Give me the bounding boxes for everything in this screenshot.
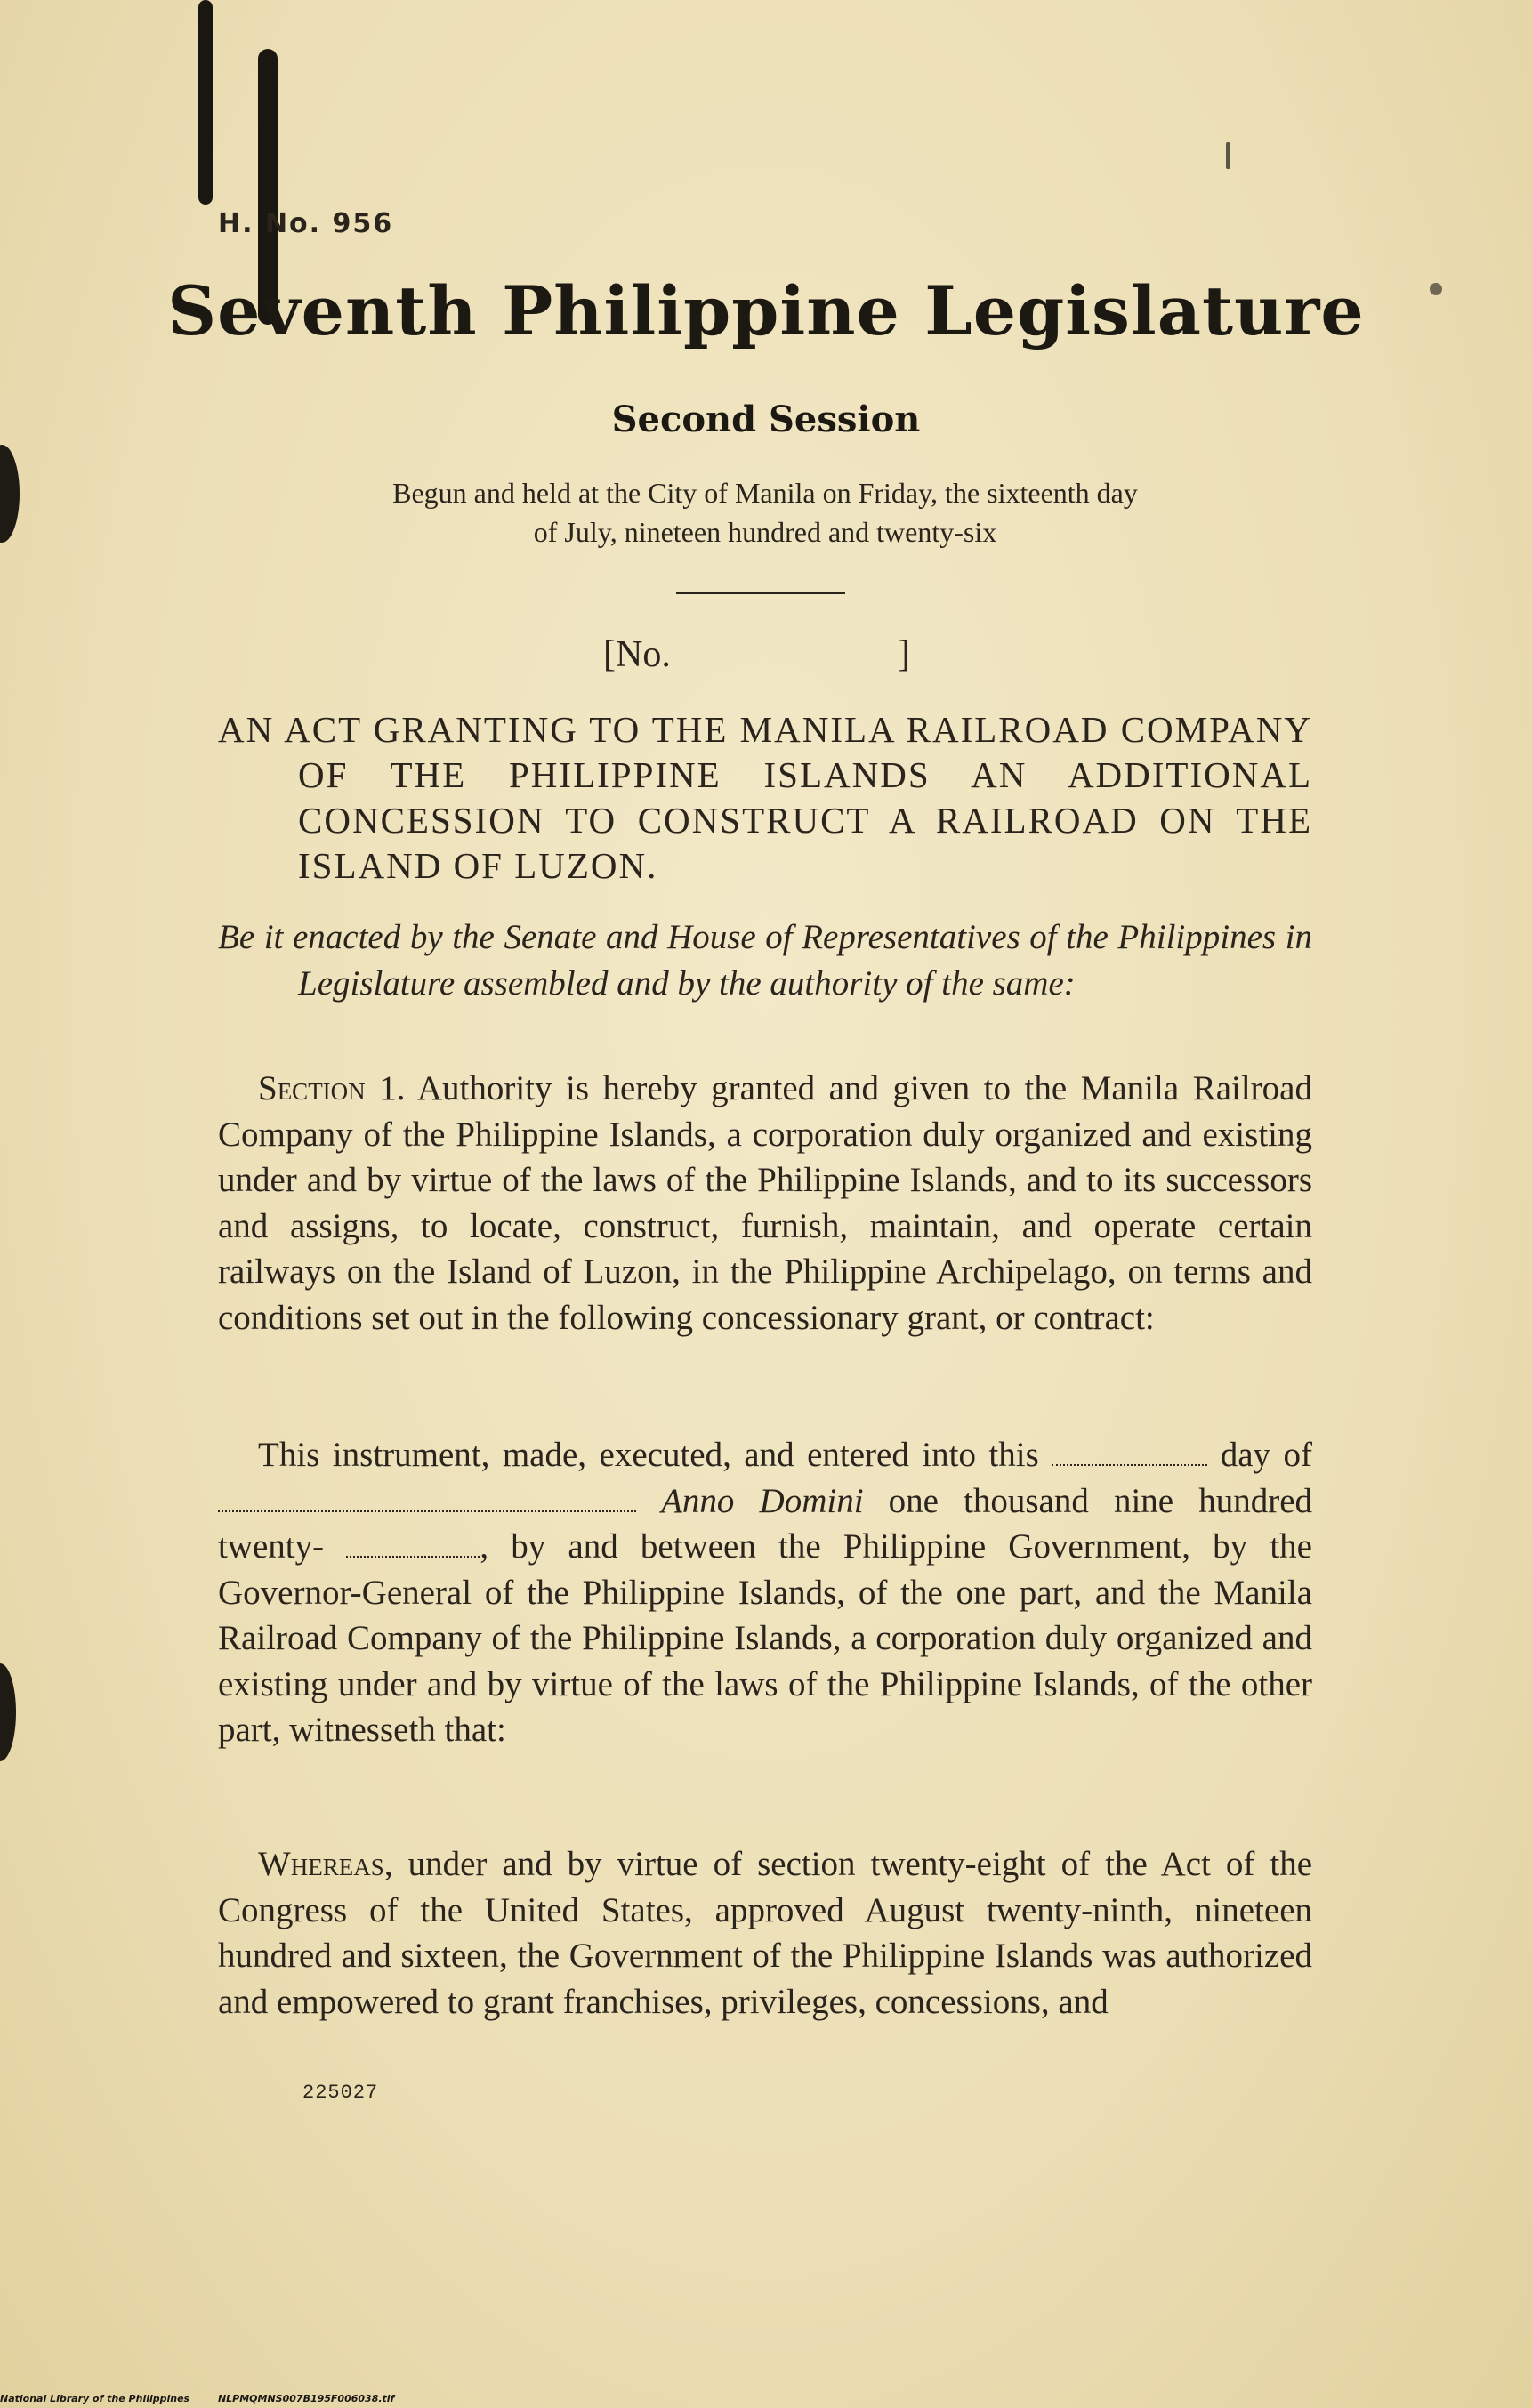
instrument-paragraph (218, 1432, 1312, 1753)
footer-library: National Library of the Philippines (0, 2393, 190, 2404)
section-1-label: Section 1. (258, 1069, 406, 1107)
whereas-label: Whereas, (258, 1845, 393, 1883)
divider-rule (676, 592, 845, 594)
spot-2 (1226, 142, 1230, 169)
enacting-clause: Be it enacted by the Senate and House of Representatives of the Philippines in Legislature assembled and by the authority of the same: (218, 918, 1312, 1003)
act-number-open: [No. (603, 634, 671, 675)
instrument-anno: Anno Domini (661, 1481, 864, 1520)
section-1 (218, 1066, 1312, 1341)
blank-month (218, 1484, 636, 1512)
instrument-part-2: one thousand nine hundred twenty- (218, 1481, 1313, 1566)
house-number: H. No. 956 (218, 208, 394, 239)
begun-line-2: of July, nineteen hundred and twenty-six (533, 516, 997, 548)
section-1-text: Authority is hereby granted and given to the Manila Railroad Company of the Philippine Islands, a corporation duly organized and existing under and by virtue of the laws of the Philippine Islands, and to its successors and assigns, to locate, construct, furnish, maintain, and operate certain railways on the Island of Luzon, in the Philippine Archipelago, on terms and conditions set out in the following concessionary grant, or contract: (218, 1069, 1312, 1337)
session-subtitle: Second Session (611, 399, 921, 440)
whereas-paragraph (218, 1841, 1312, 2025)
blank-day (1052, 1438, 1207, 1466)
act-number-close: ] (898, 634, 910, 675)
act-number (603, 633, 910, 676)
scan-footer (0, 2393, 419, 2404)
instrument-day-of: day of (1220, 1436, 1312, 1474)
begun-line-1: Begun and held at the City of Manila on Friday, the sixteenth day (392, 477, 1138, 509)
page-title: Seventh Philippine Legislature (167, 271, 1365, 350)
blank-year (346, 1529, 480, 1558)
session-dates (218, 473, 1312, 552)
binding-hole-1 (0, 445, 20, 543)
ink-stroke-1 (198, 0, 213, 205)
binding-hole-2 (0, 1663, 16, 1761)
print-number: 225027 (302, 2082, 379, 2104)
whereas-text: under and by virtue of section twenty-eight of the Act of the Congress of the United States, approved August twenty-ninth, nineteen hundred and sixteen, the Government of the Philippine Islands was authorized and empowered to grant franchises, privileges, concessions, and (218, 1845, 1313, 2021)
instrument-part-3: , by and between the Philippine Government, by the Governor-General of the Philippine Islands, of the one part, and the Manila Railroad Company of the Philippine Islands, a corporation duly organized and existing under and by virtue of the laws of the Philippine Islands, of the other part, witnesseth that: (218, 1527, 1312, 1749)
act-title: AN ACT GRANTING TO THE MANILA RAILROAD COMPANY OF THE PHILIPPINE ISLANDS AN ADDITIONAL CONCESSION TO CONSTRUCT A RAILROAD ON THE ISLAND OF LUZON. (218, 709, 1312, 886)
instrument-part-1: This instrument, made, executed, and entered into this (258, 1436, 1039, 1474)
footer-filename: NLPMQMNS007B195F006038.tif (217, 2393, 395, 2404)
